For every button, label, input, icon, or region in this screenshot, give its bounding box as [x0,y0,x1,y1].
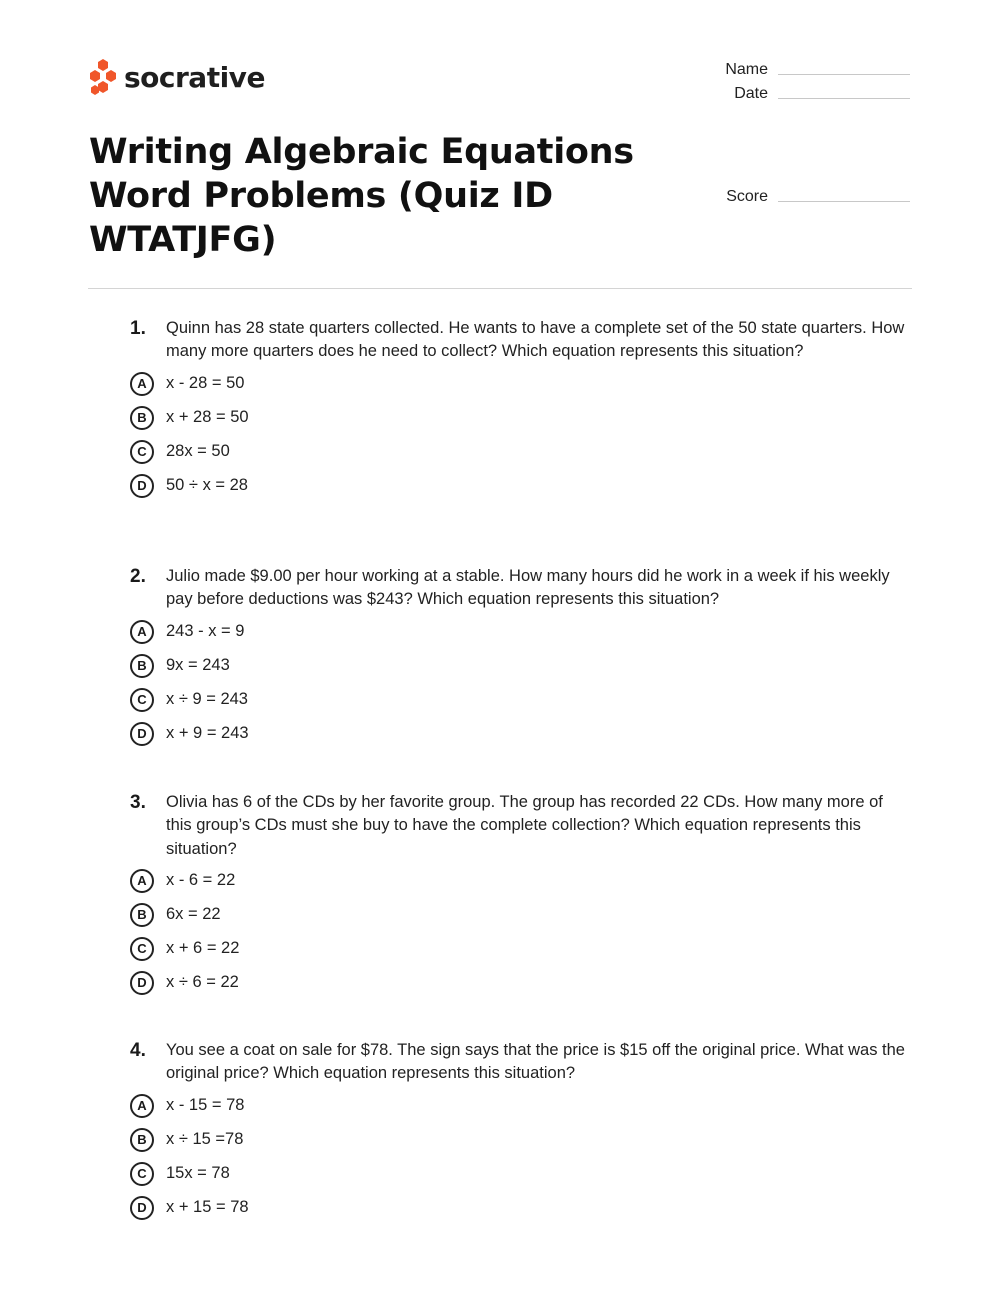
question-number: 2. [130,566,146,587]
choice-b[interactable] [130,898,910,932]
choice-bubble[interactable]: D [130,971,154,995]
question-2 [130,565,910,751]
choice-text: x - 6 = 22 [166,871,236,890]
choice-a[interactable] [130,864,910,898]
score-label: Score [726,188,768,205]
question-number: 3. [130,792,146,813]
question-1 [130,317,910,503]
choice-d[interactable] [130,1191,910,1225]
choice-text: x ÷ 6 = 22 [166,973,239,992]
choice-text: 50 ÷ x = 28 [166,476,248,495]
hexagon-cluster-icon [88,57,118,97]
choice-b[interactable] [130,1123,910,1157]
choice-bubble[interactable]: A [130,620,154,644]
choice-text: x - 28 = 50 [166,374,245,393]
brand-name: socrative [124,60,265,94]
choice-bubble[interactable]: A [130,372,154,396]
choice-text: 28x = 50 [166,442,230,461]
question-text: Olivia has 6 of the CDs by her favorite group. The group has recorded 22 CDs. How many more of this group’s CDs must she buy to have the complete collection? Which equation represents this situation? [166,793,883,858]
choice-text: x - 15 = 78 [166,1096,245,1115]
choice-bubble[interactable]: C [130,937,154,961]
choice-a[interactable] [130,615,910,649]
choice-d[interactable] [130,469,910,503]
choice-bubble[interactable]: A [130,869,154,893]
choice-text: 243 - x = 9 [166,622,245,641]
choice-bubble[interactable]: D [130,1196,154,1220]
choice-d[interactable] [130,966,910,1000]
question-text: You see a coat on sale for $78. The sign says that the price is $15 off the original price. What was the original price? Which equation represents this situation? [166,1041,905,1083]
choice-b[interactable] [130,401,910,435]
choice-text: x ÷ 15 =78 [166,1130,244,1149]
choice-b[interactable] [130,649,910,683]
score-field [708,188,910,206]
question-3 [130,791,910,1000]
choice-text: 15x = 78 [166,1164,230,1183]
question-number: 1. [130,318,146,339]
choice-text: x + 9 = 243 [166,724,249,743]
header-divider [88,288,912,289]
choice-bubble[interactable]: B [130,654,154,678]
choice-d[interactable] [130,717,910,751]
question-text: Julio made $9.00 per hour working at a stable. How many hours did he work in a week if his weekly pay before deductions was $243? Which equation represents this situation? [166,567,890,609]
choice-bubble[interactable]: B [130,1128,154,1152]
date-field [708,85,910,103]
choice-a[interactable] [130,1089,910,1123]
date-label: Date [734,85,768,102]
question-4 [130,1039,910,1225]
choice-a[interactable] [130,367,910,401]
choice-text: x + 28 = 50 [166,408,249,427]
choice-text: x ÷ 9 = 243 [166,690,248,709]
score-input-line[interactable] [778,200,910,202]
question-number: 4. [130,1040,146,1061]
choice-text: x + 15 = 78 [166,1198,249,1217]
choice-bubble[interactable]: B [130,903,154,927]
question-text: Quinn has 28 state quarters collected. He wants to have a complete set of the 50 state quarters. How many more quarters does he need to collect? Which equation represents this situation? [166,319,905,361]
choice-c[interactable] [130,435,910,469]
choice-bubble[interactable]: B [130,406,154,430]
choice-bubble[interactable]: A [130,1094,154,1118]
choice-bubble[interactable]: C [130,1162,154,1186]
choice-text: x + 6 = 22 [166,939,240,958]
choice-bubble[interactable]: D [130,722,154,746]
name-label: Name [725,61,768,78]
choice-text: 6x = 22 [166,905,221,924]
choice-c[interactable] [130,932,910,966]
page-title: Writing Algebraic Equations Word Problems (Quiz ID WTATJFG) [89,132,634,260]
choice-text: 9x = 243 [166,656,230,675]
choice-bubble[interactable]: C [130,688,154,712]
name-input-line[interactable] [778,73,910,75]
name-field [708,61,910,79]
choice-c[interactable] [130,1157,910,1191]
choice-bubble[interactable]: D [130,474,154,498]
choice-bubble[interactable]: C [130,440,154,464]
date-input-line[interactable] [778,97,910,99]
choice-c[interactable] [130,683,910,717]
socrative-logo [88,57,265,97]
